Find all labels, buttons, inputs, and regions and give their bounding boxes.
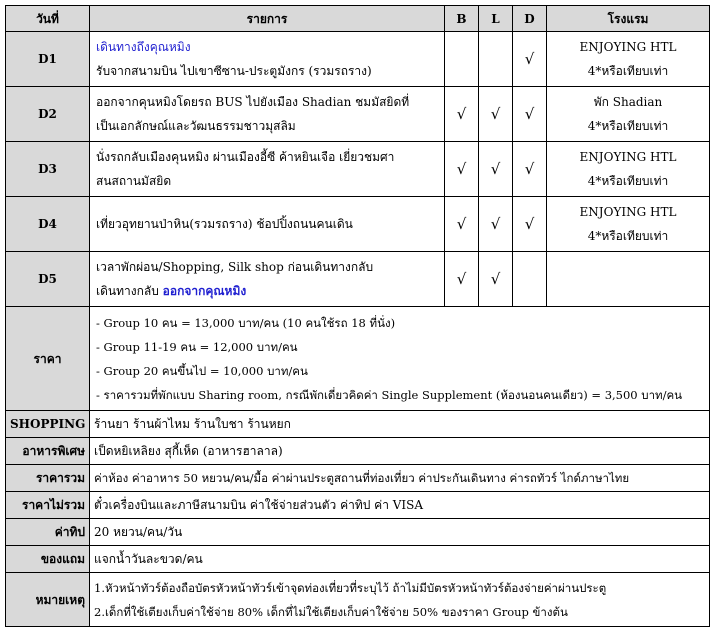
day-label: D5 — [6, 252, 90, 307]
info-label: SHOPPING — [6, 411, 90, 438]
hotel-name: ENJOYING HTL — [579, 205, 677, 219]
dinner-check-icon: √ — [513, 32, 547, 87]
breakfast-check-icon: √ — [445, 87, 479, 142]
header-day: วันที่ — [6, 6, 90, 32]
day-row-5 — [6, 252, 710, 307]
day-row-2 — [6, 87, 710, 142]
hotel-cell — [547, 142, 710, 197]
day-row-3 — [6, 142, 710, 197]
price-line: - Group 20 คนขึ้นไป = 10,000 บาท/คน — [96, 363, 308, 378]
notes-label: หมายเหตุ — [6, 573, 90, 627]
price-line: - Group 11-19 คน = 12,000 บาท/คน — [96, 339, 298, 354]
program-line: เป็นเอกลักษณ์และวัฒนธรรมชาวมุสลิม — [96, 119, 296, 133]
info-value: ค่าห้อง ค่าอาหาร 50 หยวน/คน/มื้อ ค่าผ่านประตูสถานที่ท่องเที่ยว ค่าประกันเดินทาง ค่ารถทัวร์ ไกด์ภาษาไทย — [90, 465, 710, 492]
hotel-name: ENJOYING HTL — [579, 150, 677, 164]
day-label: D2 — [6, 87, 90, 142]
dinner-check-icon: √ — [513, 87, 547, 142]
gift-row — [6, 546, 710, 573]
hotel-grade: 4*หรือเทียบเท่า — [587, 64, 669, 78]
info-label: อาหารพิเศษ — [6, 438, 90, 465]
breakfast-check-icon: √ — [445, 197, 479, 252]
info-value: ตั๋วเครื่องบินและภาษีสนามบิน ค่าใช้จ่ายส่วนตัว ค่าทิป ค่า VISA — [90, 492, 710, 519]
info-label: ราคารวม — [6, 465, 90, 492]
program-line: เดินทางถึงคุณหมิง — [96, 40, 191, 54]
day-row-4 — [6, 197, 710, 252]
program-line — [96, 279, 440, 303]
info-value: ร้านยา ร้านผ้าไหม ร้านใบชา ร้านหยก — [90, 411, 710, 438]
header-breakfast: B — [445, 6, 479, 32]
info-label: ค่าทิป — [6, 519, 90, 546]
notes-row — [6, 573, 710, 627]
lunch-check-icon: √ — [479, 252, 513, 307]
lunch-check-icon: √ — [479, 197, 513, 252]
dinner-check-icon: √ — [513, 197, 547, 252]
day-program — [90, 87, 445, 142]
program-line: เที่ยวอุทยานป่าหิน(รวมรถราง) ช้อปปิ้งถนนคนเดิน — [96, 217, 353, 231]
tip-row — [6, 519, 710, 546]
hotel-name: พัก Shadian — [593, 95, 663, 109]
header-lunch: L — [479, 6, 513, 32]
price-line: - Group 10 คน = 13,000 บาท/คน (10 คนใช้รถ 18 ที่นั่ง) — [96, 315, 396, 330]
price-row — [6, 307, 710, 411]
hotel-name: ENJOYING HTL — [579, 40, 677, 54]
dinner-cell — [513, 252, 547, 307]
lunch-cell — [479, 32, 513, 87]
breakfast-check-icon: √ — [445, 142, 479, 197]
day-label: D3 — [6, 142, 90, 197]
day-program — [90, 252, 445, 307]
program-text: เดินทางกลับ — [96, 284, 163, 298]
header-program: รายการ — [90, 6, 445, 32]
hotel-grade: 4*หรือเทียบเท่า — [587, 174, 669, 188]
day-program — [90, 142, 445, 197]
hotel-grade: 4*หรือเทียบเท่า — [587, 229, 669, 243]
shopping-row — [6, 411, 710, 438]
hotel-cell — [547, 197, 710, 252]
program-line: สนสถานมัสยิด — [96, 174, 172, 188]
info-value: แจกน้ำวันละขวด/คน — [90, 546, 710, 573]
info-label: ราคาไม่รวม — [6, 492, 90, 519]
excluded-row — [6, 492, 710, 519]
day-label: D1 — [6, 32, 90, 87]
day-program — [90, 197, 445, 252]
info-value: 20 หยวน/คน/วัน — [90, 519, 710, 546]
breakfast-cell — [445, 32, 479, 87]
itinerary-table — [5, 5, 710, 627]
hotel-cell — [547, 252, 710, 307]
hotel-cell — [547, 87, 710, 142]
program-line: รับจากสนามบิน ไปเขาซีซาน-ประตูมังกร (รวมรถราง) — [96, 64, 372, 78]
info-label: ของแถม — [6, 546, 90, 573]
notes-details — [90, 573, 710, 627]
note-line: 1.หัวหน้าทัวร์ต้องถือบัตรหัวหน้าทัวร์เข้าจุดท่องเที่ยวที่ระบุไว้ ถ้าไม่มีบัตรหัวหน้าทัวร์ต้องจ่ายค่าผ่านประตู — [94, 580, 607, 595]
included-row — [6, 465, 710, 492]
program-highlight: ออกจากคุณหมิง — [162, 284, 247, 298]
info-value: เป็ดหยิเหลิยง สุกี้เห็ด (อาหารฮาลาล) — [90, 438, 710, 465]
price-details — [90, 307, 710, 411]
header-row — [6, 6, 710, 32]
day-row-1 — [6, 32, 710, 87]
header-dinner: D — [513, 6, 547, 32]
hotel-grade: 4*หรือเทียบเท่า — [587, 119, 669, 133]
price-label: ราคา — [6, 307, 90, 411]
dinner-check-icon: √ — [513, 142, 547, 197]
program-line: ออกจากคุนหมิงโดยรถ BUS ไปยังเมือง Shadian ชมมัสยิดที่ — [96, 95, 410, 109]
day-label: D4 — [6, 197, 90, 252]
program-line: นั่งรถกลับเมืองคุนหมิง ผ่านเมืองอี้ซี ค้าหยินเจือ เยี่ยวชมศา — [96, 150, 395, 164]
hotel-cell — [547, 32, 710, 87]
breakfast-check-icon: √ — [445, 252, 479, 307]
header-hotel: โรงแรม — [547, 6, 710, 32]
special-food-row — [6, 438, 710, 465]
note-line: 2.เด็กที่ใช้เตียงเก็บค่าใช้จ่าย 80% เด็กที่ไม่ใช้เตียงเก็บค่าใช้จ่าย 50% ของราคา Group ข้างต้น — [94, 604, 568, 619]
lunch-check-icon: √ — [479, 142, 513, 197]
day-program — [90, 32, 445, 87]
lunch-check-icon: √ — [479, 87, 513, 142]
price-line: - ราคารวมที่พักแบบ Sharing room, กรณีพักเดี่ยวคิดค่า Single Supplement (ห้องนอนคนเดียว) = 3,500 บาท/คน — [96, 387, 683, 402]
program-line: เวลาพักผ่อน/Shopping, Silk shop ก่อนเดินทางกลับ — [96, 260, 374, 274]
